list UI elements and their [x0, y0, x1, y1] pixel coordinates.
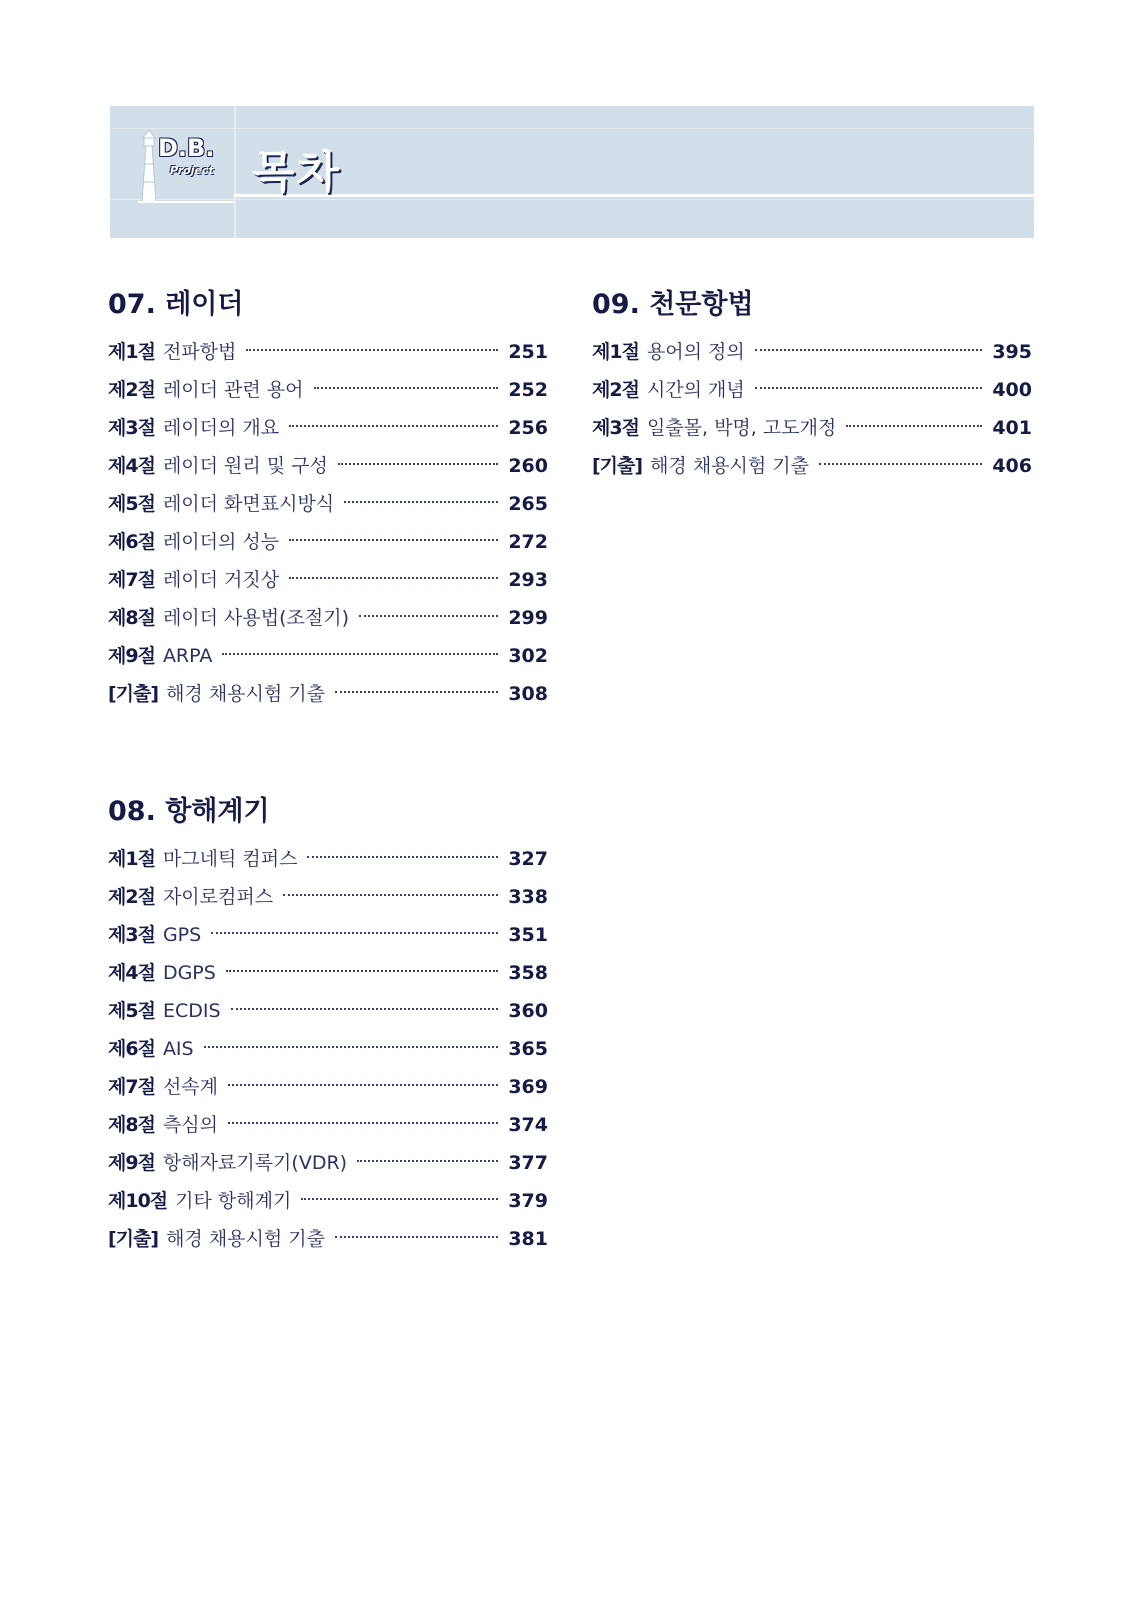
section-heading: 07. 레이더 — [108, 289, 244, 320]
toc-entry-list — [592, 333, 1032, 485]
entry-label: 제6절 — [108, 531, 155, 553]
toc-section-celestial — [592, 285, 1032, 485]
page-title: 목차 — [252, 147, 342, 198]
page-number: 251 — [508, 341, 548, 363]
dot-leader — [819, 463, 982, 465]
entry-title: ECDIS — [162, 1000, 221, 1022]
dot-leader — [231, 1008, 498, 1010]
entry-label: 제2절 — [592, 379, 639, 401]
entry-title: 시간의 개념 — [646, 379, 745, 401]
dot-leader — [357, 1160, 498, 1162]
toc-entry[interactable] — [592, 409, 1032, 447]
toc-section-radar — [108, 285, 548, 713]
entry-label: 제5절 — [108, 1000, 155, 1022]
entry-label: 제6절 — [108, 1038, 155, 1060]
toc-entry[interactable] — [108, 1030, 548, 1068]
page-number: 358 — [508, 962, 548, 984]
entry-label: 제9절 — [108, 1152, 155, 1174]
entry-label: 제3절 — [108, 417, 155, 439]
toc-entry[interactable] — [108, 675, 548, 713]
entry-title: 기타 항해계기 — [175, 1190, 292, 1212]
toc-entry[interactable] — [108, 523, 548, 561]
toc-entry[interactable] — [108, 333, 548, 371]
dot-leader — [755, 349, 982, 351]
db-project-logo — [136, 124, 236, 204]
entry-title: 레이더 관련 용어 — [162, 379, 304, 401]
page-number: 256 — [508, 417, 548, 439]
entry-label: 제1절 — [108, 341, 155, 363]
toc-entry[interactable] — [108, 485, 548, 523]
entry-title: GPS — [162, 924, 202, 946]
page-number: 406 — [992, 455, 1032, 477]
toc-entry[interactable] — [108, 878, 548, 916]
dot-leader — [338, 463, 498, 465]
toc-entry[interactable] — [592, 447, 1032, 485]
page-number: 299 — [508, 607, 548, 629]
entry-label: 제7절 — [108, 569, 155, 591]
entry-label: [기출] — [108, 1228, 159, 1250]
toc-entry[interactable] — [108, 371, 548, 409]
toc-entry[interactable] — [108, 447, 548, 485]
entry-label: 제8절 — [108, 607, 155, 629]
page-number: 293 — [508, 569, 548, 591]
dot-leader — [211, 932, 498, 934]
dot-leader — [289, 539, 498, 541]
toc-entry-list — [108, 333, 548, 713]
logo-subtext: Project — [170, 164, 214, 177]
logo-text: D.B. — [158, 134, 215, 162]
toc-entry[interactable] — [592, 371, 1032, 409]
toc-entry[interactable] — [108, 954, 548, 992]
banner-rule — [110, 128, 1034, 129]
dot-leader — [335, 691, 498, 693]
entry-title: 레이더 화면표시방식 — [162, 493, 335, 515]
dot-leader — [335, 1236, 498, 1238]
page-number: 365 — [508, 1038, 548, 1060]
dot-leader — [846, 425, 982, 427]
entry-title: DGPS — [162, 962, 216, 984]
page-number: 338 — [508, 886, 548, 908]
entry-title: 일출몰, 박명, 고도개정 — [646, 417, 837, 439]
dot-leader — [228, 1122, 498, 1124]
dot-leader — [246, 349, 498, 351]
dot-leader — [755, 387, 982, 389]
dot-leader — [283, 894, 498, 896]
toc-entry[interactable] — [108, 1220, 548, 1258]
entry-label: 제1절 — [592, 341, 639, 363]
toc-entry[interactable] — [108, 1068, 548, 1106]
page-number: 351 — [508, 924, 548, 946]
entry-label: 제4절 — [108, 455, 155, 477]
entry-label: [기출] — [592, 455, 643, 477]
entry-title: AIS — [162, 1038, 194, 1060]
entry-label: 제5절 — [108, 493, 155, 515]
entry-label: 제7절 — [108, 1076, 155, 1098]
toc-entry[interactable] — [108, 599, 548, 637]
page-number: 272 — [508, 531, 548, 553]
entry-title: 레이더 사용법(조절기) — [162, 607, 349, 629]
entry-title: 자이로컴퍼스 — [162, 886, 274, 908]
toc-entry[interactable] — [108, 1144, 548, 1182]
toc-entry[interactable] — [108, 637, 548, 675]
toc-entry-list — [108, 840, 548, 1258]
entry-title: 레이더의 성능 — [162, 531, 280, 553]
page-number: 400 — [992, 379, 1032, 401]
section-heading: 08. 항해계기 — [108, 796, 270, 827]
entry-title: 마그네틱 컴퍼스 — [162, 848, 298, 870]
page-number: 327 — [508, 848, 548, 870]
entry-title: 선속계 — [162, 1076, 218, 1098]
dot-leader — [344, 501, 498, 503]
page-number: 379 — [508, 1190, 548, 1212]
page-number: 401 — [992, 417, 1032, 439]
entry-title: 용어의 정의 — [646, 341, 745, 363]
toc-entry[interactable] — [108, 409, 548, 447]
entry-label: 제10절 — [108, 1190, 168, 1212]
entry-title: 전파항법 — [162, 341, 237, 363]
entry-label: 제9절 — [108, 645, 155, 667]
entry-title: 레이더 거짓상 — [162, 569, 280, 591]
dot-leader — [314, 387, 499, 389]
dot-leader — [289, 425, 498, 427]
entry-label: 제2절 — [108, 379, 155, 401]
entry-label: [기출] — [108, 683, 159, 705]
page-number: 360 — [508, 1000, 548, 1022]
entry-label: 제8절 — [108, 1114, 155, 1136]
page-number: 395 — [992, 341, 1032, 363]
entry-title: 해경 채용시험 기출 — [166, 683, 325, 705]
toc-section-instruments — [108, 792, 548, 1258]
page-number: 308 — [508, 683, 548, 705]
toc-entry[interactable] — [108, 916, 548, 954]
toc-entry[interactable] — [108, 840, 548, 878]
entry-label: 제2절 — [108, 886, 155, 908]
entry-label: 제3절 — [592, 417, 639, 439]
entry-label: 제4절 — [108, 962, 155, 984]
toc-entry[interactable] — [108, 1182, 548, 1220]
toc-entry[interactable] — [108, 1106, 548, 1144]
section-heading: 09. 천문항법 — [592, 289, 754, 320]
entry-label: 제3절 — [108, 924, 155, 946]
entry-title: 항해자료기록기(VDR) — [162, 1152, 348, 1174]
entry-title: ARPA — [162, 645, 213, 667]
dot-leader — [301, 1198, 498, 1200]
dot-leader — [226, 970, 498, 972]
entry-title: 해경 채용시험 기출 — [650, 455, 809, 477]
toc-entry[interactable] — [108, 992, 548, 1030]
entry-title: 레이더의 개요 — [162, 417, 280, 439]
dot-leader — [222, 653, 498, 655]
banner-underline — [234, 194, 1034, 197]
banner-rule — [110, 199, 1034, 200]
title-banner — [110, 106, 1034, 238]
page-number: 374 — [508, 1114, 548, 1136]
dot-leader — [228, 1084, 498, 1086]
entry-title: 레이더 원리 및 구성 — [162, 455, 328, 477]
page-number: 377 — [508, 1152, 548, 1174]
page-number: 252 — [508, 379, 548, 401]
page-number: 302 — [508, 645, 548, 667]
dot-leader — [307, 856, 498, 858]
dot-leader — [359, 615, 498, 617]
dot-leader — [289, 577, 498, 579]
entry-title: 해경 채용시험 기출 — [166, 1228, 325, 1250]
entry-title: 측심의 — [162, 1114, 218, 1136]
toc-entry[interactable] — [592, 333, 1032, 371]
page-number: 265 — [508, 493, 548, 515]
page-number: 260 — [508, 455, 548, 477]
toc-entry[interactable] — [108, 561, 548, 599]
page-number: 369 — [508, 1076, 548, 1098]
dot-leader — [204, 1046, 498, 1048]
page-number: 381 — [508, 1228, 548, 1250]
entry-label: 제1절 — [108, 848, 155, 870]
